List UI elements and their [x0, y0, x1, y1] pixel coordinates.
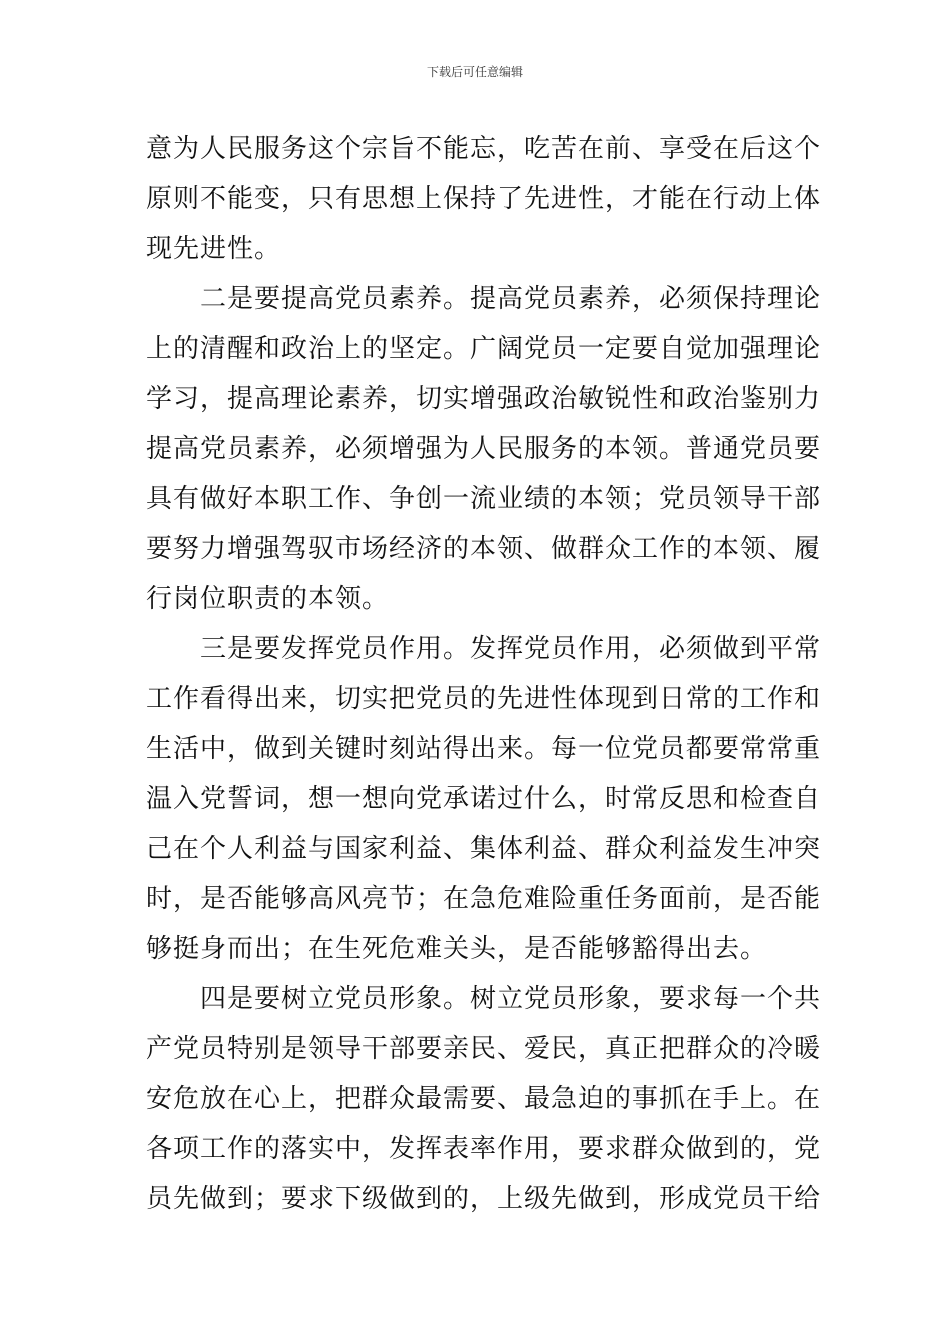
text-line: 原则不能变，只有思想上保持了先进性，才能在行动上体	[146, 184, 822, 214]
text-line: 提高党员素养，必须增强为人民服务的本领。普通党员要	[146, 434, 822, 464]
text-line: 三是要发挥党员作用。发挥党员作用，必须做到平常	[146, 634, 822, 664]
text-line: 时，是否能够高风亮节；在急危难险重任务面前，是否能	[146, 884, 822, 914]
text-line: 安危放在心上，把群众最需要、最急迫的事抓在手上。在	[146, 1084, 822, 1114]
text-line: 现先进性。	[146, 234, 282, 264]
text-line: 生活中，做到关键时刻站得出来。每一位党员都要常常重	[146, 734, 822, 764]
text-line: 工作看得出来，切实把党员的先进性体现到日常的工作和	[146, 684, 822, 714]
text-line: 己在个人利益与国家利益、集体利益、群众利益发生冲突	[146, 834, 822, 864]
text-line: 员先做到；要求下级做到的，上级先做到，形成党员干给	[146, 1184, 822, 1214]
text-line: 要努力增强驾驭市场经济的本领、做群众工作的本领、履	[146, 534, 822, 564]
text-line: 意为人民服务这个宗旨不能忘，吃苦在前、享受在后这个	[146, 134, 822, 164]
text-line: 各项工作的落实中，发挥表率作用，要求群众做到的，党	[146, 1134, 822, 1164]
text-line: 行岗位职责的本领。	[146, 584, 390, 614]
text-line: 产党员特别是领导干部要亲民、爱民，真正把群众的冷暖	[146, 1034, 822, 1064]
text-line: 温入党誓词，想一想向党承诺过什么，时常反思和检查自	[146, 784, 822, 814]
text-line: 四是要树立党员形象。树立党员形象，要求每一个共	[146, 984, 822, 1014]
text-line: 上的清醒和政治上的坚定。广阔党员一定要自觉加强理论	[146, 334, 822, 364]
text-line: 够挺身而出；在生死危难关头，是否能够豁得出去。	[146, 934, 768, 964]
document-body	[146, 124, 822, 1224]
page-header: 下载后可任意编辑	[426, 65, 523, 79]
text-line: 二是要提高党员素养。提高党员素养，必须保持理论	[146, 284, 822, 314]
text-line: 学习，提高理论素养，切实增强政治敏锐性和政治鉴别力	[146, 384, 822, 414]
text-line: 具有做好本职工作、争创一流业绩的本领；党员领导干部	[146, 484, 822, 514]
